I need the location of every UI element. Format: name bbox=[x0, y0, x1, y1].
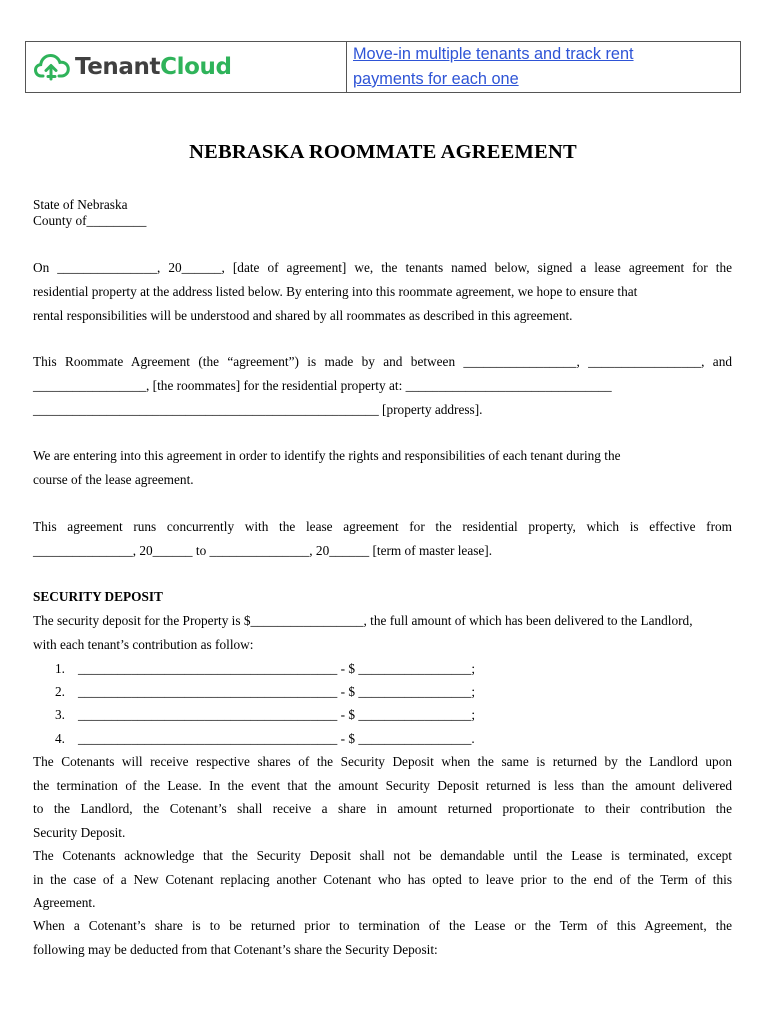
promo-link-line-2[interactable]: payments for each one bbox=[353, 70, 519, 88]
deduction-paragraph-line-2: following may be deducted from that Cotenant’s share the Security Deposit: bbox=[33, 942, 438, 957]
paragraph-purpose-line-2: course of the lease agreement. bbox=[33, 472, 194, 487]
return-paragraph-line-4: Security Deposit. bbox=[33, 825, 126, 840]
list-item: _______________________________________ - $ _________________. bbox=[78, 731, 475, 746]
logo-wordmark-tenant: Tenant bbox=[75, 54, 161, 80]
state-line: State of Nebraska bbox=[33, 197, 128, 212]
deduction-paragraph-line-1: When a Cotenant’s share is to be returned prior to termination of the Lease or the Term of this Agreement, the bbox=[33, 918, 732, 933]
logo-wordmark bbox=[75, 54, 232, 80]
return-paragraph-line-2: the termination of the Lease. In the event that the amount Security Deposit returned is less than the amount delivered bbox=[33, 778, 732, 793]
return-paragraph-line-1: The Cotenants will receive respective shares of the Security Deposit when the same is returned by the Landlord upon bbox=[33, 754, 732, 769]
logo-wordmark-cloud: Cloud bbox=[160, 54, 232, 80]
demandable-paragraph-line-2: in the case of a New Cotenant replacing another Cotenant who has opted to leave prior to the end of the Term of this bbox=[33, 872, 732, 887]
county-line: County of_________ bbox=[33, 213, 147, 228]
tenantcloud-logo[interactable] bbox=[26, 42, 347, 92]
list-number: 4. bbox=[55, 731, 65, 746]
paragraph-parties-line-1: This Roommate Agreement (the “agreement”) is made by and between _________________, _________________, and bbox=[33, 354, 732, 369]
promo-link-line-1[interactable]: Move-in multiple tenants and track rent bbox=[353, 45, 634, 63]
paragraph-purpose-line-1: We are entering into this agreement in order to identify the rights and responsibilities of each tenant during the bbox=[33, 448, 621, 463]
security-deposit-line-2: with each tenant’s contribution as follow: bbox=[33, 637, 254, 652]
paragraph-parties-line-3: ____________________________________________________ [property address]. bbox=[33, 402, 483, 417]
paragraph-term-line-2: _______________, 20______ to _______________, 20______ [term of master lease]. bbox=[33, 543, 493, 558]
return-paragraph-line-3: to the Landlord, the Cotenant’s shall receive a share in amount returned proportionate to their contribution the bbox=[33, 801, 732, 816]
paragraph-parties-line-2: _________________, [the roommates] for the residential property at: _______________________________ bbox=[33, 378, 612, 393]
paragraph-date-line-1: On _______________, 20______, [date of agreement] we, the tenants named below, signed a lease agreement for the bbox=[33, 260, 732, 275]
list-item: _______________________________________ - $ _________________; bbox=[78, 707, 476, 722]
security-deposit-heading: SECURITY DEPOSIT bbox=[33, 589, 163, 604]
cloud-upload-icon bbox=[34, 52, 70, 82]
list-item: _______________________________________ - $ _________________; bbox=[78, 684, 476, 699]
paragraph-date-line-3: rental responsibilities will be understood and shared by all roommates as described in this agreement. bbox=[33, 308, 573, 323]
paragraph-term-line-1: This agreement runs concurrently with the lease agreement for the residential property, which is effective from bbox=[33, 519, 732, 534]
security-deposit-line-1: The security deposit for the Property is $_________________, the full amount of which has been delivered to the Landlord, bbox=[33, 613, 693, 628]
promo-cell bbox=[347, 42, 740, 92]
list-number: 3. bbox=[55, 707, 65, 722]
list-item: _______________________________________ - $ _________________; bbox=[78, 661, 476, 676]
promo-link[interactable] bbox=[353, 42, 634, 92]
demandable-paragraph-line-1: The Cotenants acknowledge that the Security Deposit shall not be demandable until the Lease is terminated, except bbox=[33, 848, 732, 863]
header-banner bbox=[25, 41, 741, 93]
list-number: 1. bbox=[55, 661, 65, 676]
demandable-paragraph-line-3: Agreement. bbox=[33, 895, 96, 910]
paragraph-date-line-2: residential property at the address listed below. By entering into this roommate agreement, we hope to ensure that bbox=[33, 284, 638, 299]
list-number: 2. bbox=[55, 684, 65, 699]
document-title: NEBRASKA ROOMMATE AGREEMENT bbox=[189, 141, 577, 163]
